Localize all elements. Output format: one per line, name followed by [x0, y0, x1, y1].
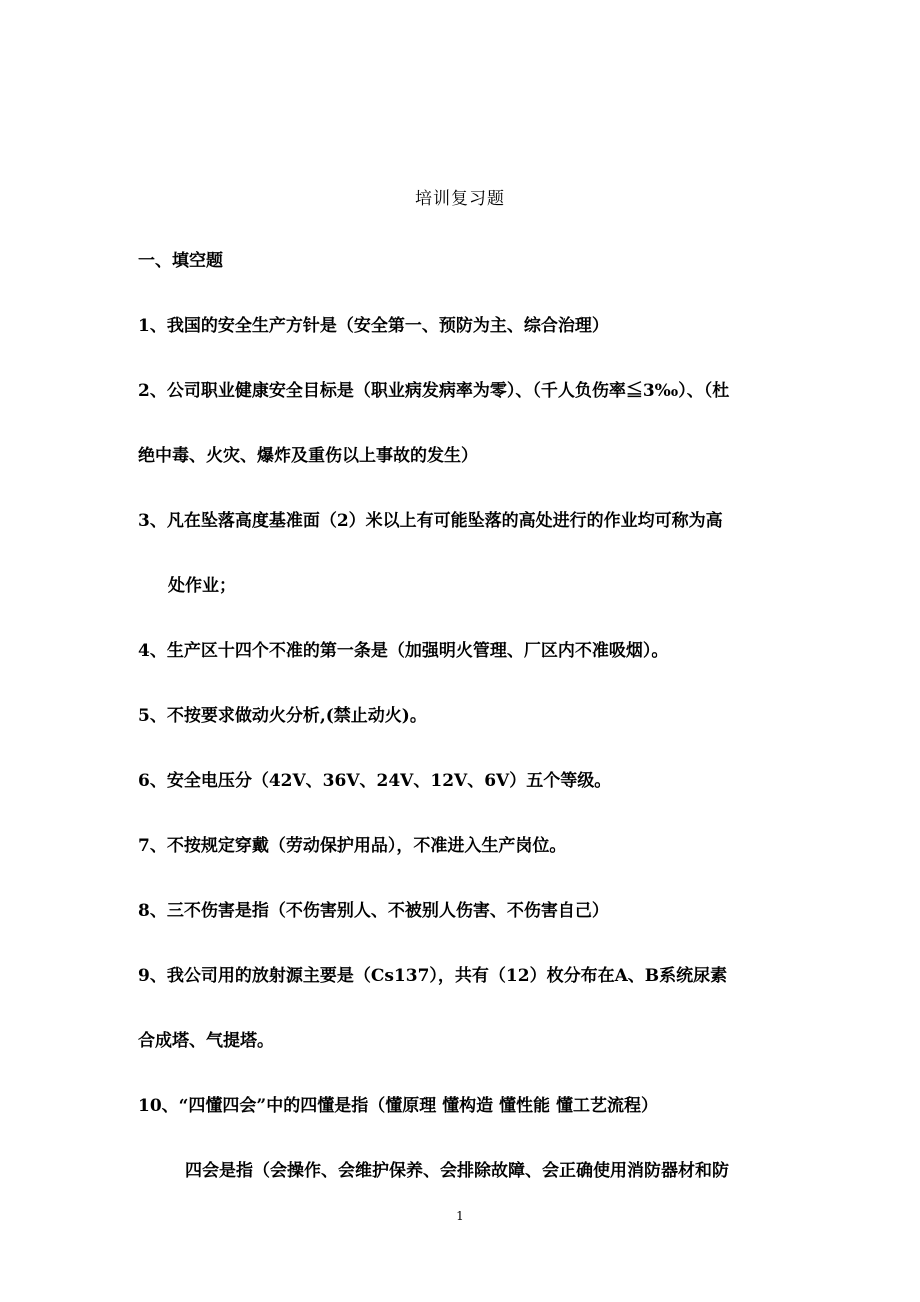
question-line-9a: 9、我公司用的放射源主要是（Cs137），共有（12）枚分布在A、B系统尿素 — [138, 966, 728, 986]
question-line-2a: 2、公司职业健康安全目标是（职业病发病率为零）、（千人负伤率≦3‰）、（杜 — [138, 381, 730, 401]
question-line-5: 5、不按要求做动火分析,(禁止动火)。 — [138, 706, 427, 726]
question-line-7: 7、不按规定穿戴（劳动保护用品），不准进入生产岗位。 — [138, 836, 567, 856]
section-heading: 一、填空题 — [138, 251, 223, 271]
question-line-10a: 10、“四懂四会”中的四懂是指（懂原理 懂构造 懂性能 懂工艺流程） — [138, 1096, 658, 1116]
question-line-3a: 3、凡在坠落高度基准面（2）米以上有可能坠落的高处进行的作业均可称为高 — [138, 511, 723, 531]
question-line-4: 4、生产区十四个不准的第一条是（加强明火管理、厂区内不准吸烟）。 — [138, 641, 669, 661]
question-line-8: 8、三不伤害是指（不伤害别人、不被别人伤害、不伤害自己） — [138, 901, 609, 921]
question-line-10b: 四会是指（会操作、会维护保养、会排除故障、会正确使用消防器材和防 — [185, 1161, 729, 1181]
question-line-2b: 绝中毒、火灾、爆炸及重伤以上事故的发生） — [138, 446, 478, 466]
question-line-6: 6、安全电压分（42V、36V、24V、12V、6V）五个等级。 — [138, 771, 612, 791]
question-line-1: 1、我国的安全生产方针是（安全第一、预防为主、综合治理） — [138, 316, 609, 336]
page-number: 1 — [456, 1209, 464, 1223]
document-title: 培训复习题 — [415, 189, 505, 209]
question-line-9b: 合成塔、气提塔。 — [138, 1031, 274, 1051]
question-line-3b: 处作业； — [168, 576, 236, 596]
